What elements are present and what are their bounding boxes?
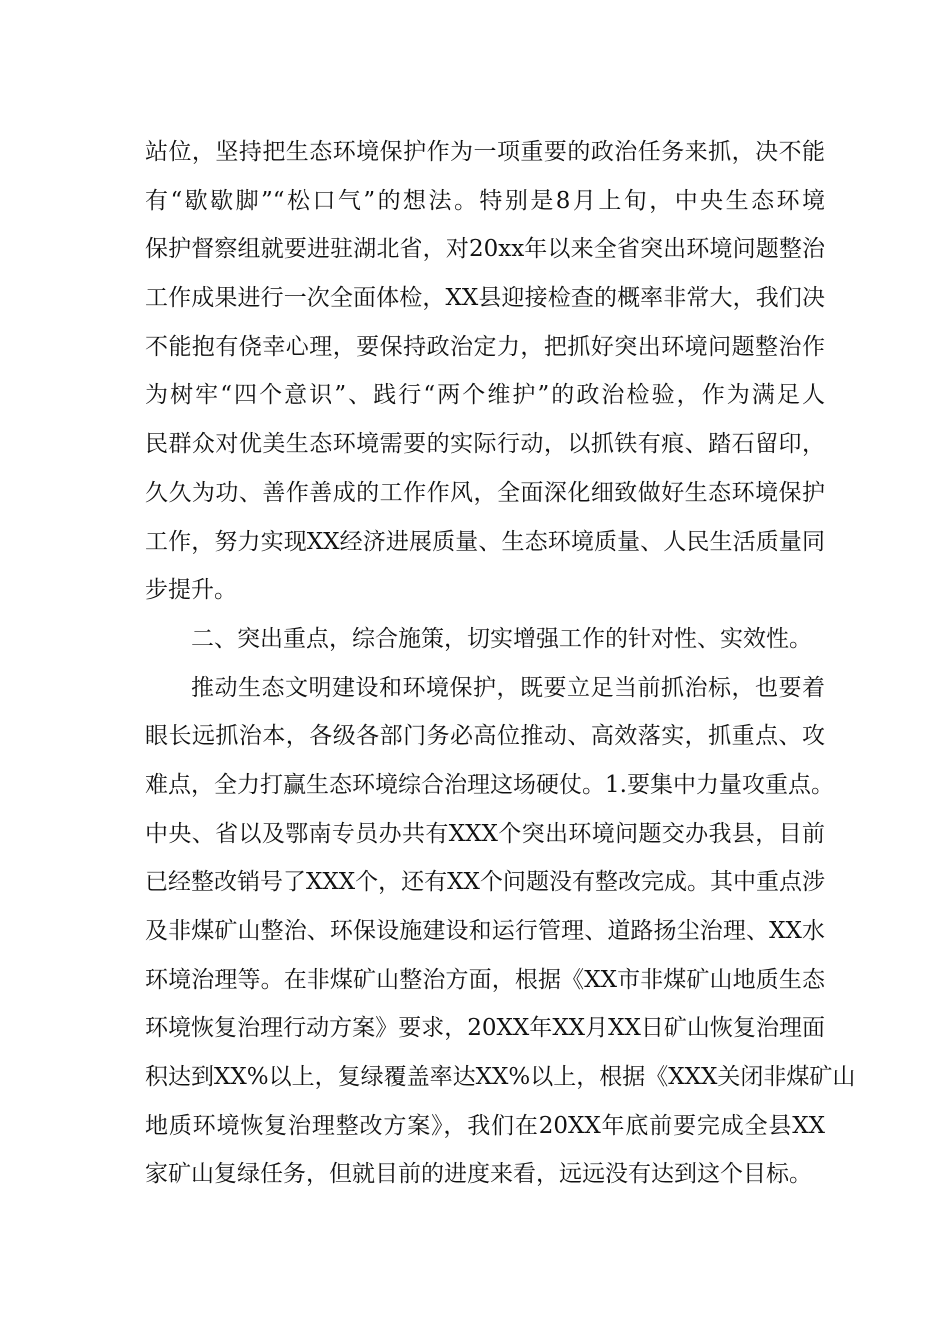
body-text — [145, 128, 856, 1199]
text-line: 难点，全力打赢生态环境综合治理这场硬仗。1.要集中力量攻重点。 — [145, 771, 834, 798]
text-line: 环境恢复治理行动方案》要求，20XX年XX月XX日矿山恢复治理面 — [145, 1015, 825, 1042]
text-line: 及非煤矿山整治、环保设施建设和运行管理、道路扬尘治理、XX水 — [145, 918, 825, 944]
text-line: 环境治理等。在非煤矿山整治方面，根据《XX市非煤矿山地质生态 — [145, 966, 825, 993]
text-line: 久久为功、善作善成的工作作风，全面深化细致做好生态环境保护 — [145, 479, 825, 506]
text-line: 家矿山复绿任务，但就目前的进度来看，远远没有达到这个目标。 — [145, 1161, 812, 1188]
text-line: 中央、省以及鄂南专员办共有XXX个突出环境问题交办我县，目前 — [145, 820, 825, 847]
text-line: 民群众对优美生态环境需要的实际行动，以抓铁有痕、踏石留印， — [145, 431, 825, 458]
text-line: 站位，坚持把生态环境保护作为一项重要的政治任务来抓，决不能 — [145, 139, 825, 165]
text-line: 保护督察组就要进驻湖北省，对20xx年以来全省突出环境问题整治 — [145, 236, 825, 263]
text-line: 已经整改销号了XXX个，还有XX个问题没有整改完成。其中重点涉 — [145, 869, 825, 896]
text-line: 推动生态文明建设和环境保护，既要立足当前抓治标，也要着 — [191, 674, 825, 701]
text-line: 地质环境恢复治理整改方案》，我们在20XX年底前要完成全县XX — [145, 1112, 825, 1139]
text-line: 步提升。 — [145, 577, 237, 604]
text-line: 积达到XX%以上，复绿覆盖率达XX%以上，根据《XXX关闭非煤矿山 — [145, 1064, 856, 1091]
text-line: 为树牢“四个意识”、践行“两个维护”的政治检验，作为满足人 — [145, 382, 825, 409]
text-line: 眼长远抓治本，各级各部门务必高位推动、高效落实，抓重点、攻 — [145, 723, 825, 750]
text-line: 不能抱有侥幸心理，要保持政治定力，把抓好突出环境问题整治作 — [145, 333, 825, 360]
text-line: 工作，努力实现XX经济进展质量、生态环境质量、人民生活质量同 — [145, 528, 825, 555]
text-line: 工作成果进行一次全面体检，XX县迎接检查的概率非常大，我们决 — [145, 285, 825, 312]
section-heading: 二、突出重点，综合施策，切实增强工作的针对性、实效性。 — [191, 625, 812, 652]
text-line: 有“歇歇脚”“松口气”的想法。特别是8月上旬，中央生态环境 — [145, 187, 825, 214]
